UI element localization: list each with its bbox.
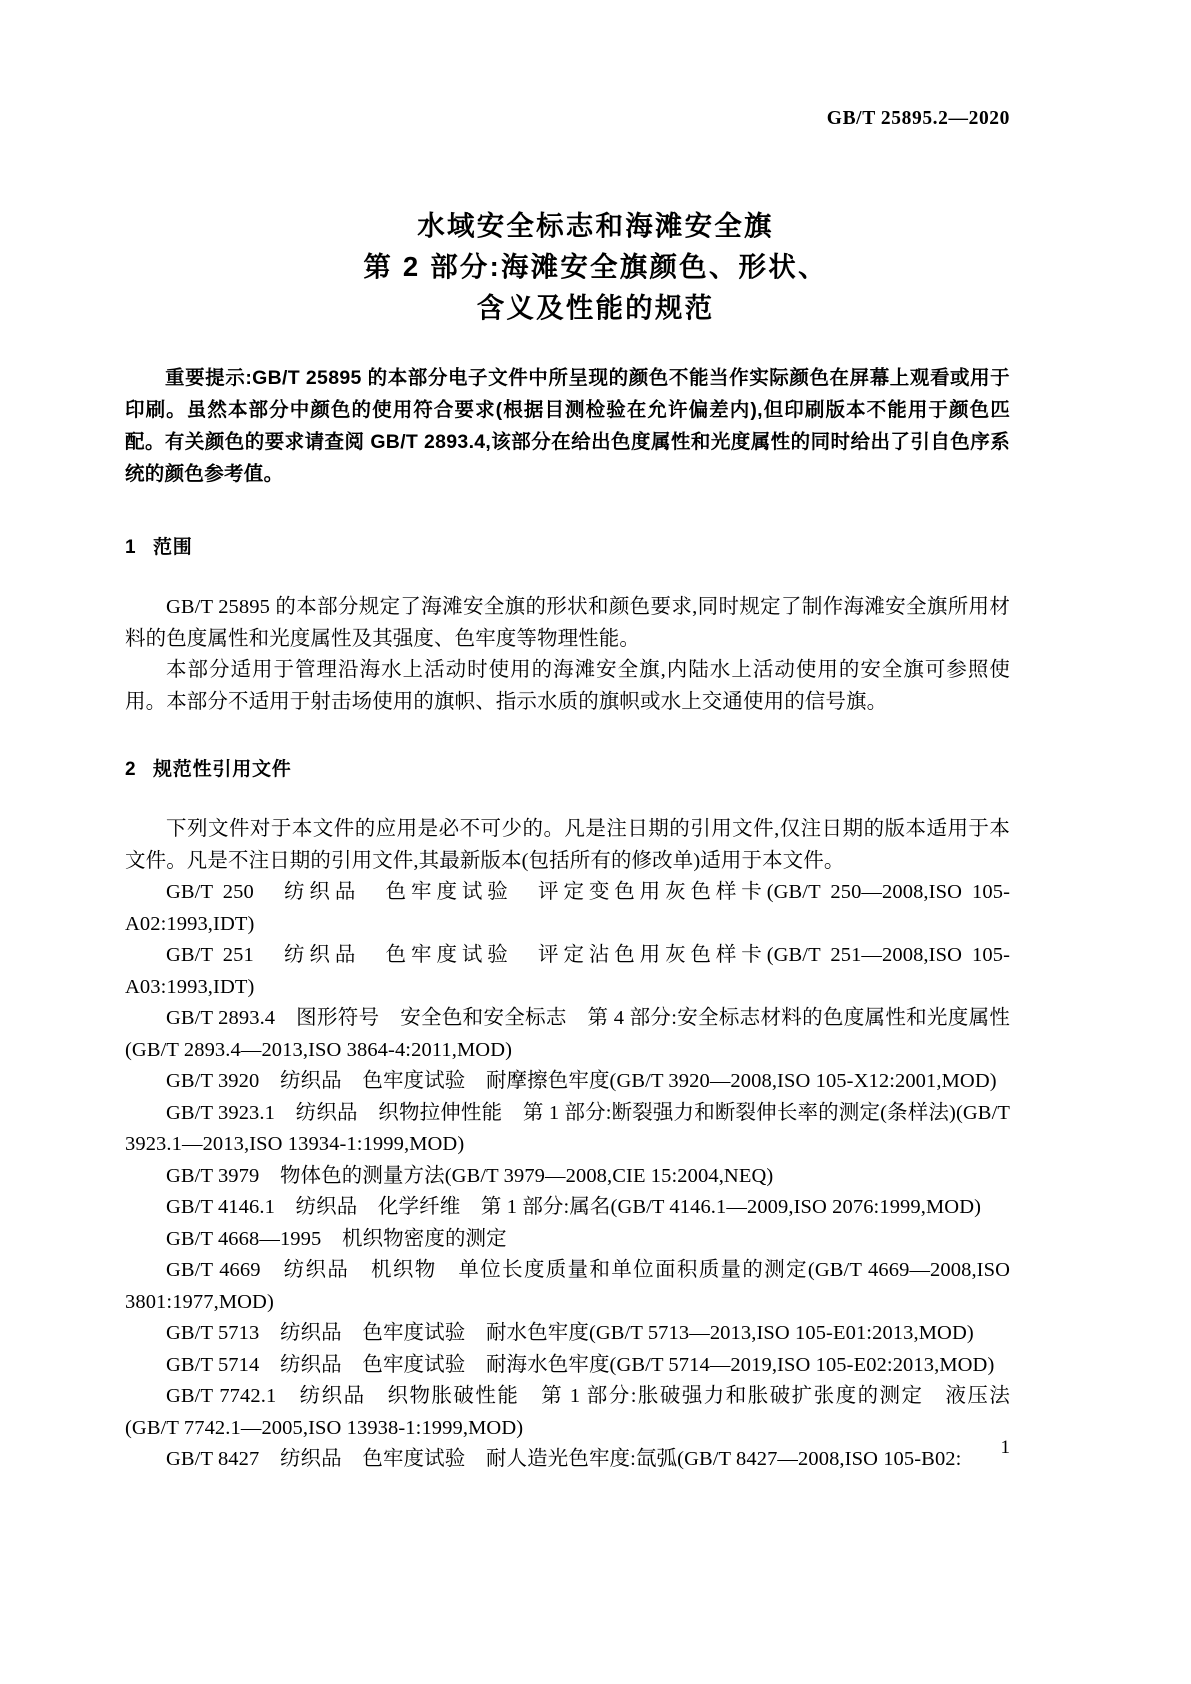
normative-reference: GB/T 3920 纺织品 色牢度试验 耐摩擦色牢度(GB/T 3920—2008,ISO 105-X12:2001,MOD): [166, 1070, 997, 1092]
normative-reference: GB/T 250 纺织品 色牢度试验 评定变色用灰色样卡(GB/T 250—2008,ISO 105-A02:1993,IDT): [125, 881, 1010, 935]
title-line-3: 含义及性能的规范: [476, 292, 715, 323]
section-number-2: 2: [125, 759, 137, 780]
normative-reference: GB/T 4669 纺织品 机织物 单位长度质量和单位面积质量的测定(GB/T 4669—2008,ISO 3801:1977,MOD): [125, 1259, 1010, 1313]
normative-reference: GB/T 5714 纺织品 色牢度试验 耐海水色牢度(GB/T 5714—2019,ISO 105-E02:2013,MOD): [166, 1353, 995, 1376]
normative-reference: GB/T 8427 纺织品 色牢度试验 耐人造光色牢度:氙弧(GB/T 8427—2008,ISO 105-B02:: [166, 1448, 962, 1470]
normative-reference: GB/T 3979 物体色的测量方法(GB/T 3979—2008,CIE 15:2004,NEQ): [166, 1164, 774, 1187]
section-title-2: 规范性引用文件: [153, 759, 292, 780]
important-notice: 重要提示:GB/T 25895 的本部分电子文件中所呈现的颜色不能当作实际颜色在屏幕上观看或用于印刷。虽然本部分中颜色的使用符合要求(根据目测检验在允许偏差内),但印刷版本不能用于颜色匹配。有关颜色的要求请查阅 GB/T 2893.4,该部分在给出色度属性和光度属性的同时给出了引自色序系统的颜色参考值。: [125, 367, 1010, 485]
page-number-value: 1: [1000, 1437, 1010, 1458]
page-number: [0, 1437, 1010, 1459]
section-title-1: 范围: [153, 537, 193, 558]
title-line-2: 第 2 部分:海滩安全旗颜色、形状、: [363, 251, 828, 282]
document-title: [0, 205, 1191, 328]
normative-reference: GB/T 4146.1 纺织品 化学纤维 第 1 部分:属名(GB/T 4146.1—2009,ISO 2076:1999,MOD): [166, 1196, 982, 1218]
section-heading-1: [125, 534, 1010, 562]
normative-reference: GB/T 4668—1995 机织物密度的测定: [166, 1227, 507, 1250]
header-standard-number: GB/T 25895.2—2020: [826, 108, 1010, 129]
document-body: [125, 362, 1010, 1476]
section-1-paragraph-2: 本部分适用于管理沿海水上活动时使用的海滩安全旗,内陆水上活动使用的安全旗可参照使用。本部分不适用于射击场使用的旗帜、指示水质的旗帜或水上交通使用的信号旗。: [125, 659, 1010, 713]
section-1-paragraph-1: GB/T 25895 的本部分规定了海滩安全旗的形状和颜色要求,同时规定了制作海滩安全旗所用材料的色度属性和光度属性及其强度、色牢度等物理性能。: [125, 596, 1010, 650]
running-header: [0, 108, 1010, 130]
title-line-1: 水域安全标志和海滩安全旗: [417, 210, 774, 241]
section-2-paragraph-1: 下列文件对于本文件的应用是必不可少的。凡是注日期的引用文件,仅注日期的版本适用于本文件。凡是不注日期的引用文件,其最新版本(包括所有的修改单)适用于本文件。: [125, 818, 1010, 872]
normative-reference: GB/T 3923.1 纺织品 织物拉伸性能 第 1 部分:断裂强力和断裂伸长率的测定(条样法)(GB/T 3923.1—2013,ISO 13934-1:1999,MOD): [125, 1101, 1010, 1155]
normative-reference: GB/T 251 纺织品 色牢度试验 评定沾色用灰色样卡(GB/T 251—2008,ISO 105-A03:1993,IDT): [125, 944, 1010, 998]
normative-reference: GB/T 2893.4 图形符号 安全色和安全标志 第 4 部分:安全标志材料的色度属性和光度属性(GB/T 2893.4—2013,ISO 3864-4:2011,MOD): [125, 1007, 1010, 1061]
normative-reference: GB/T 7742.1 纺织品 织物胀破性能 第 1 部分:胀破强力和胀破扩张度的测定 液压法(GB/T 7742.1—2005,ISO 13938-1:1999,MOD): [125, 1385, 1010, 1439]
section-heading-2: [125, 756, 1010, 784]
normative-reference: GB/T 5713 纺织品 色牢度试验 耐水色牢度(GB/T 5713—2013,ISO 105-E01:2013,MOD): [166, 1322, 974, 1344]
section-number-1: 1: [125, 537, 137, 558]
